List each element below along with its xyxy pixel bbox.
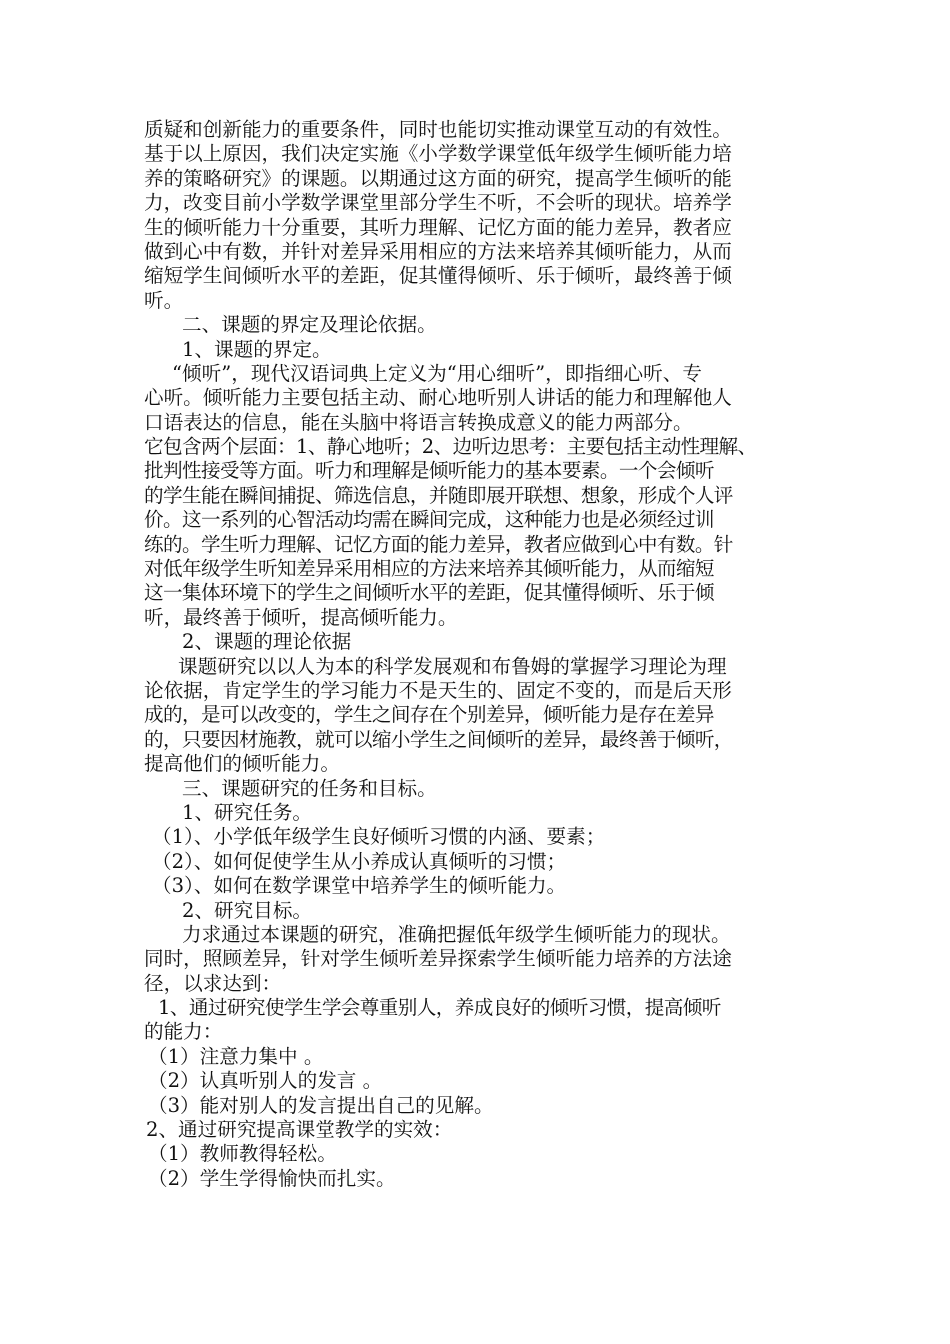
text-line: 生的倾听能力十分重要，其听力理解、记忆方面的能力差异，教者应 [144,215,732,239]
text-line: 的，只要因材施教，就可以缩小学生之间倾听的差异，最终善于倾听， [144,727,733,751]
text-line: 基于以上原因，我们决定实施《小学数学课堂低年级学生倾听能力培 [144,142,732,166]
text-line: 批判性接受等方面。听力和理解是倾听能力的基本要素。一个会倾听 [144,459,714,483]
text-line: 它包含两个层面：1、静心地听；2、边听边思考：主要包括主动性理解、 [144,435,757,459]
section-heading-3: 三、课题研究的任务和目标。 [182,776,437,800]
subsection-heading: 2、研究目标。 [182,898,313,922]
text-line: 课题研究以以人为本的科学发展观和布鲁姆的掌握学习理论为理 [178,654,727,678]
list-item: （3）、如何在数学课堂中培养学生的倾听能力。 [152,874,567,898]
text-line: 2、通过研究提高课堂教学的实效： [146,1118,453,1142]
list-item: （3）能对别人的发言提出自己的见解。 [148,1093,494,1117]
text-line: 径，以求达到： [144,971,282,995]
text-line: 同时，照顾差异，针对学生倾听差异探索学生倾听能力培养的方法途 [144,947,732,971]
text-line: 论依据，肯定学生的学习能力不是天生的、固定不变的，而是后天形 [144,678,732,702]
list-item: （1）、小学低年级学生良好倾听习惯的内涵、要素； [152,825,606,849]
document-body [144,118,808,1191]
list-item: （1）教师教得轻松。 [148,1142,337,1166]
text-line: 力，改变目前小学数学课堂里部分学生不听，不会听的现状。培养学 [144,191,732,215]
text-line: 价。这一系列的心智活动均需在瞬间完成，这种能力也是必须经过训 [144,508,714,532]
text-line: 心听。倾听能力主要包括主动、耐心地听别人讲话的能力和理解他人 [144,386,732,410]
text-line: 质疑和创新能力的重要条件，同时也能切实推动课堂互动的有效性。 [144,118,732,141]
text-line: 1、通过研究使学生学会尊重别人，养成良好的倾听习惯，提高倾听 [158,996,721,1020]
list-item: （2）认真听别人的发言 。 [148,1069,383,1093]
text-line: 缩短学生间倾听水平的差距，促其懂得倾听、乐于倾听，最终善于倾 [144,264,732,288]
text-line: 听。 [144,288,184,312]
subsection-heading: 2、课题的理论依据 [182,630,352,654]
subsection-heading: 1、研究任务。 [182,800,313,824]
list-item: （1）注意力集中 。 [148,1044,324,1068]
text-line: 的能力： [144,1020,223,1044]
text-line: 做到心中有数，并针对差异采用相应的方法来培养其倾听能力，从而 [144,239,732,263]
text-line: 这一集体环境下的学生之间倾听水平的差距，促其懂得倾听、乐于倾 [144,581,714,605]
text-line: 成的，是可以改变的，学生之间存在个别差异，倾听能力是存在差异 [144,703,714,727]
text-line: 力求通过本课题的研究，准确把握低年级学生倾听能力的现状。 [182,922,731,946]
text-line: 对低年级学生听知差异采用相应的方法来培养其倾听能力，从而缩短 [144,557,714,581]
section-heading-2: 二、课题的界定及理论依据。 [182,313,437,337]
text-line: 练的。学生听力理解、记忆方面的能力差异，教者应做到心中有数。针 [144,532,733,556]
text-line: 提高他们的倾听能力。 [144,752,340,776]
text-line: 养的策略研究》的课题。以期通过这方面的研究，提高学生倾听的能 [144,166,732,190]
text-line: 的学生能在瞬间捕捉、筛选信息，并随即展开联想、想象，形成个人评 [144,483,733,507]
list-item: （2）学生学得愉快而扎实。 [148,1166,396,1190]
text-line: 口语表达的信息，能在头脑中将语言转换成意义的能力两部分。 [144,410,693,434]
subsection-heading: 1、课题的界定。 [182,337,332,361]
text-line: “倾听”，现代汉语词典上定义为“用心细听”，即指细心听、专 [172,361,702,385]
text-line: 听，最终善于倾听，提高倾听能力。 [144,605,458,629]
list-item: （2）、如何促使学生从小养成认真倾听的习惯； [152,849,567,873]
